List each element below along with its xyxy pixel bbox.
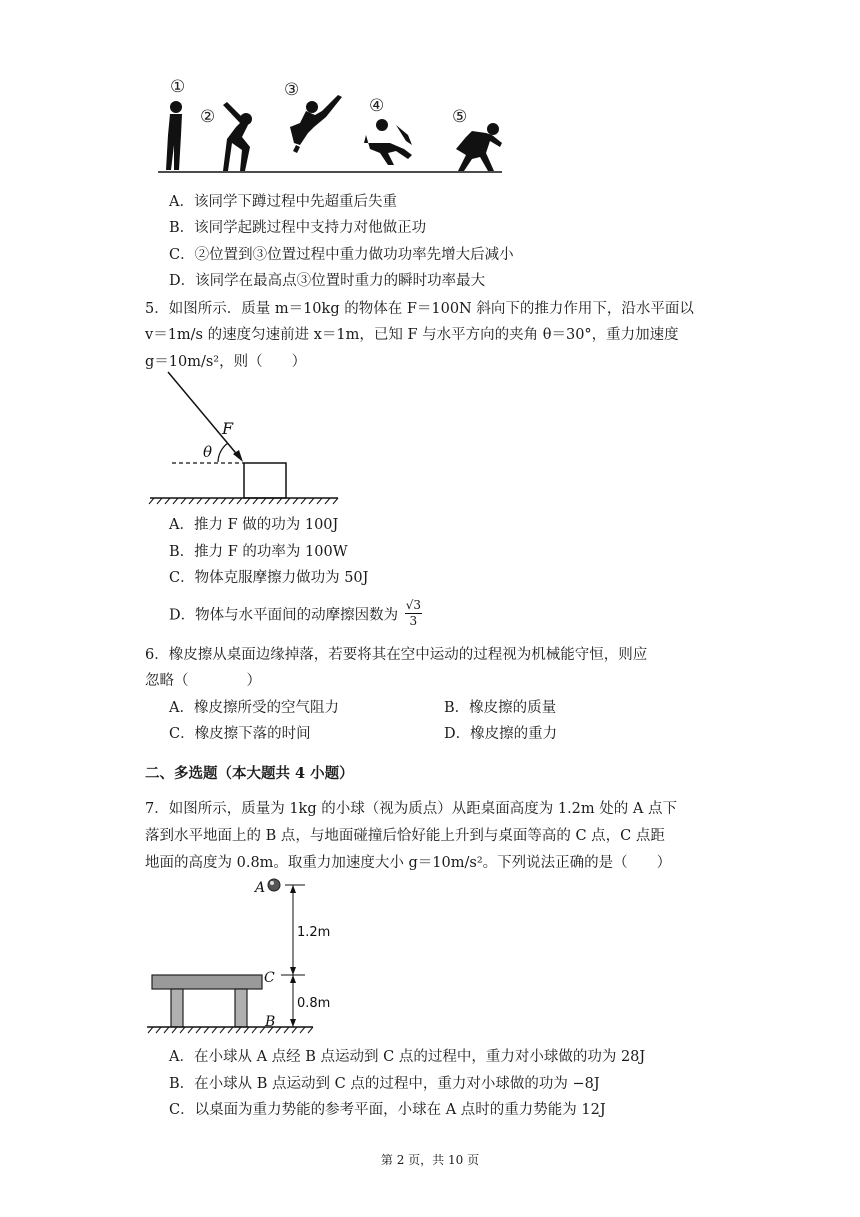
q5-line-2: v＝1m/s 的速度匀速前进 x＝1m，已知 F 与水平方向的夹角 θ＝30°，重力加速度 xyxy=(145,327,679,343)
label-b: B xyxy=(265,1014,276,1030)
upper-distance-label: 1.2m xyxy=(297,925,331,940)
marker-5: ⑤ xyxy=(452,107,468,127)
fraction-numerator: √3 xyxy=(405,598,422,612)
q5-option-b: B．推力 F 的功率为 100W xyxy=(169,544,348,560)
q4-option-c: C．②位置到③位置过程中重力做功功率先增大后减小 xyxy=(169,247,514,263)
q4-option-a: A．该同学下蹲过程中先超重后失重 xyxy=(169,194,397,210)
table-leg-right xyxy=(235,989,247,1027)
q4-option-d: D．该同学在最高点③位置时重力的瞬时功率最大 xyxy=(169,273,486,289)
q6-line-2: 忽略（ ） xyxy=(145,673,261,689)
force-label: F xyxy=(222,419,234,438)
ball xyxy=(268,879,280,891)
q5-option-d xyxy=(169,600,422,631)
q7-line-1: 7．如图所示，质量为 1kg 的小球（视为质点）从距桌面高度为 1.2m 处的 A 点下 xyxy=(145,801,677,817)
q5-line-3: g＝10m/s²，则（ ） xyxy=(145,354,307,370)
q7-line-2: 落到水平地面上的 B 点，与地面碰撞后恰好能上升到与桌面等高的 C 点，C 点距 xyxy=(145,828,665,844)
fraction-denominator: 3 xyxy=(409,614,418,628)
marker-2: ② xyxy=(200,107,216,127)
floor-hatching xyxy=(148,1027,313,1033)
label-a: A xyxy=(255,880,266,896)
table-leg-left xyxy=(171,989,183,1027)
person-1-body xyxy=(166,114,182,170)
person-4-body xyxy=(364,125,412,165)
angle-label: θ xyxy=(203,443,213,461)
angle-arc xyxy=(218,443,228,462)
push-block-figure xyxy=(148,360,348,510)
person-3-head xyxy=(306,101,318,113)
q5-option-a: A．推力 F 做的功为 100J xyxy=(169,517,339,533)
q5-option-d-fraction xyxy=(405,598,422,629)
marker-3: ③ xyxy=(284,80,300,100)
person-4-head xyxy=(376,119,388,131)
q6-option-a: A．橡皮擦所受的空气阻力 xyxy=(169,700,339,716)
ball-table-figure xyxy=(145,872,331,1042)
q5-option-d-text: D．物体与水平面间的动摩擦因数为 xyxy=(169,607,399,624)
person-1-head xyxy=(170,101,182,113)
q7-option-a: A．在小球从 A 点经 B 点运动到 C 点的过程中，重力对小球做的功为 28J xyxy=(169,1049,646,1065)
marker-4: ④ xyxy=(369,96,385,116)
marker-1: ① xyxy=(170,77,186,97)
q5-option-c: C．物体克服摩擦力做功为 50J xyxy=(169,570,369,586)
q6-option-b: B．橡皮擦的质量 xyxy=(444,700,557,716)
label-c: C xyxy=(264,970,275,986)
table-top xyxy=(152,975,262,989)
squat-jump-figure xyxy=(150,75,510,180)
block xyxy=(244,463,286,498)
q5-line-1: 5．如图所示．质量 m＝10kg 的物体在 F＝100N 斜向下的推力作用下，沿水平面以 xyxy=(145,301,694,317)
person-5-head xyxy=(487,123,499,135)
q7-line-3: 地面的高度为 0.8m。取重力加速度大小 g＝10m/s²。下列说法正确的是（ ） xyxy=(145,855,672,871)
q7-option-c: C．以桌面为重力势能的参考平面，小球在 A 点时的重力势能为 12J xyxy=(169,1102,606,1118)
ground-hatching xyxy=(149,498,338,504)
lower-distance-label: 0.8m xyxy=(297,996,331,1011)
q7-option-b: B．在小球从 B 点运动到 C 点的过程中，重力对小球做的功为 −8J xyxy=(169,1076,600,1092)
q4-option-b: B．该同学起跳过程中支持力对他做正功 xyxy=(169,220,427,236)
page-footer: 第 2 页，共 10 页 xyxy=(380,1153,480,1167)
q6-line-1: 6．橡皮擦从桌面边缘掉落，若要将其在空中运动的过程视为机械能守恒，则应 xyxy=(145,647,648,663)
q6-option-d: D．橡皮擦的重力 xyxy=(444,726,558,742)
person-2-body xyxy=(223,102,250,171)
q6-option-c: C．橡皮擦下落的时间 xyxy=(169,726,311,742)
person-5-body xyxy=(456,131,502,171)
section-2-title: 二、多选题（本大题共 4 小题） xyxy=(145,765,354,782)
